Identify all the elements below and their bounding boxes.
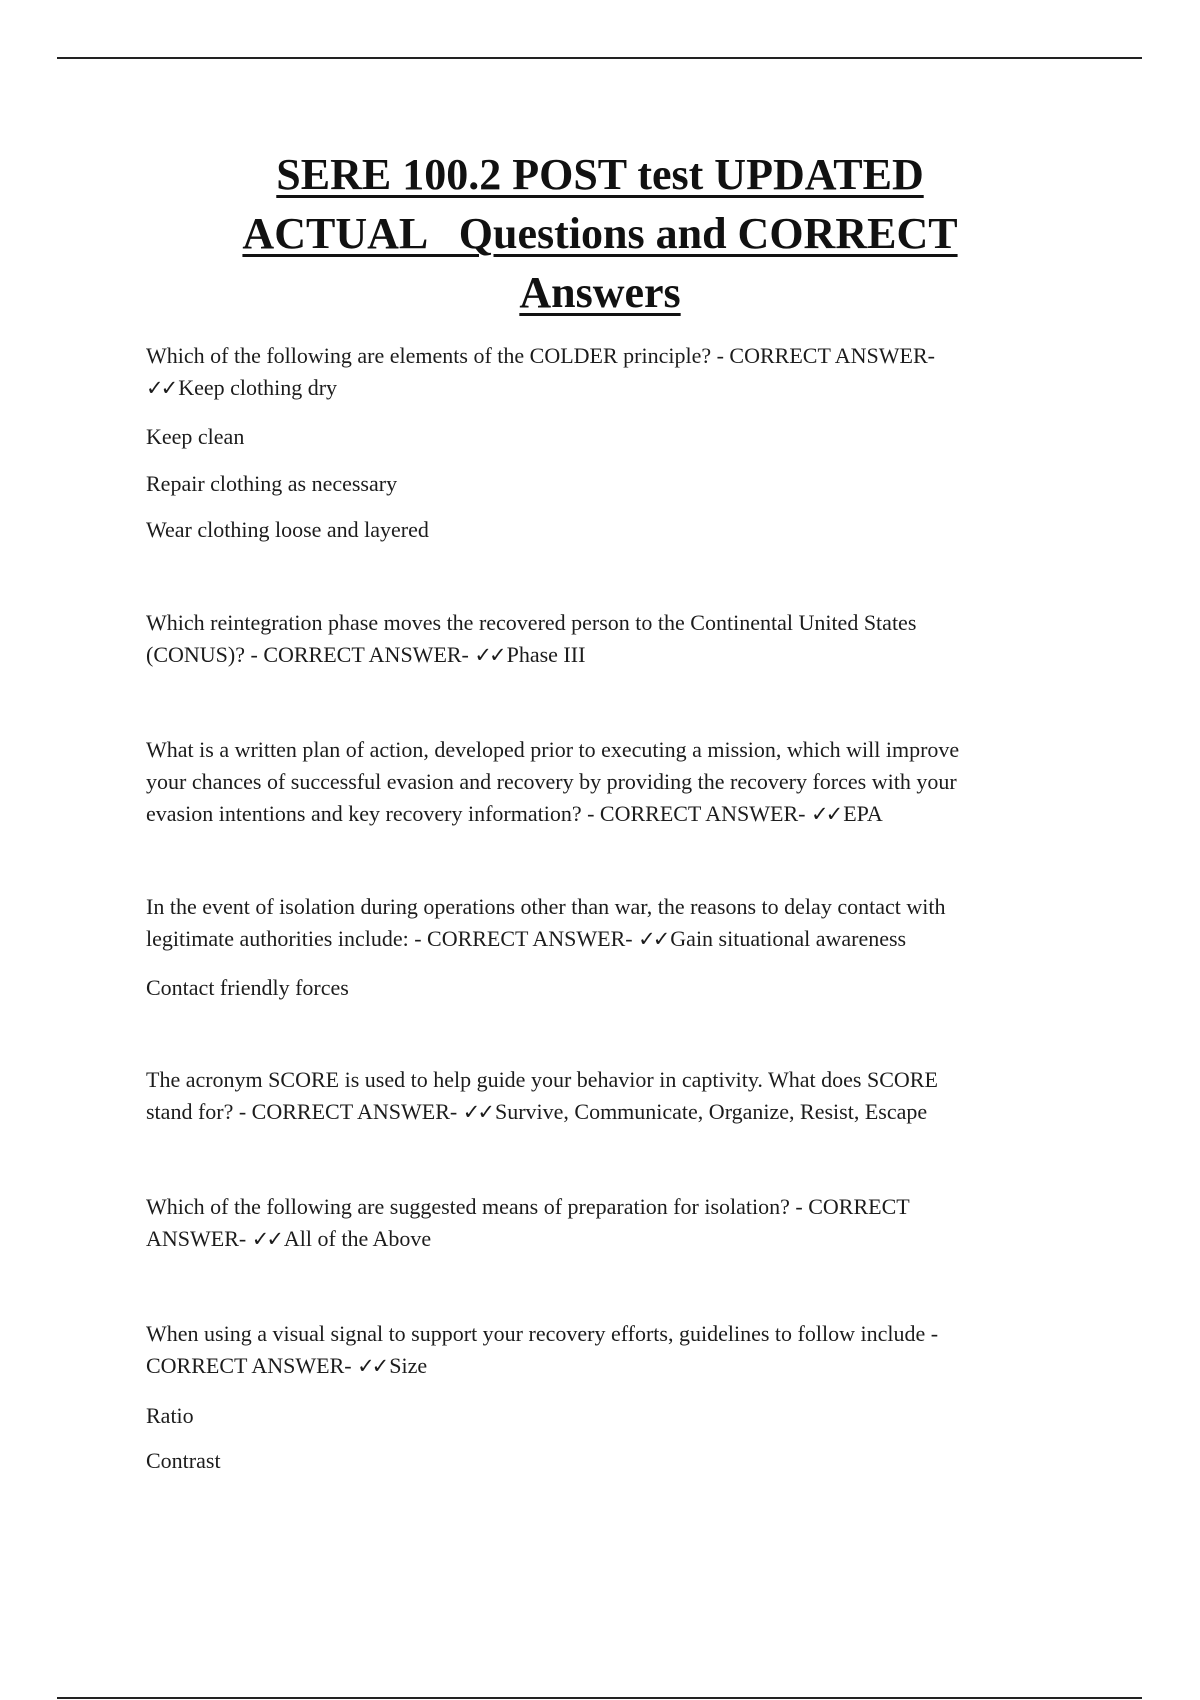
answer-text: EPA [843,801,883,826]
check-mark-icon: ✓✓ [462,1100,492,1124]
check-mark-icon: ✓✓ [357,1354,387,1378]
answer-extra: Keep clean [146,424,245,449]
answer-extra: Contrast [146,1448,221,1473]
title-line-1: SERE 100.2 POST test UPDATED [276,150,924,199]
question-text: CORRECT ANSWER- [146,1353,358,1378]
qa-item-3 [146,734,1066,830]
title-line-3: Answers [519,268,681,317]
question-text: Which of the following are elements of the COLDER principle? - CORRECT ANSWER- [146,343,935,368]
question-answer-line [146,1350,1066,1382]
question-answer-line [146,1223,1066,1255]
qa-item-2 [146,607,1066,671]
document-title [130,145,1070,322]
check-mark-icon: ✓✓ [146,376,176,400]
answer-text: Gain situational awareness [670,926,907,951]
answer-extra: Repair clothing as necessary [146,471,398,496]
answer-text: Phase III [506,642,586,667]
question-answer-line [146,639,1066,671]
answer-text: Size [389,1353,428,1378]
question-answer-line [146,1096,1066,1128]
top-rule [57,57,1142,59]
question-text: legitimate authorities include: - CORRECT ANSWER- [146,926,639,951]
answer-text: Survive, Communicate, Organize, Resist, Escape [494,1099,928,1124]
answer-text: All of the Above [283,1226,432,1251]
question-text: Which of the following are suggested means of preparation for isolation? - CORRECT [146,1194,910,1219]
question-answer-line [146,798,1066,830]
check-mark-icon: ✓✓ [251,1227,281,1251]
qa-item-7 [146,1318,1066,1382]
question-text: What is a written plan of action, developed prior to executing a mission, which will improve [146,737,960,762]
check-mark-icon: ✓✓ [638,927,668,951]
answer-extra: Ratio [146,1403,194,1428]
qa-item-4 [146,891,1066,955]
question-text: your chances of successful evasion and recovery by providing the recovery forces with your [146,769,957,794]
question-text: In the event of isolation during operations other than war, the reasons to delay contact with [146,894,946,919]
title-line-2: ACTUAL Questions and CORRECT [242,209,958,258]
question-text: The acronym SCORE is used to help guide your behavior in captivity. What does SCORE [146,1067,938,1092]
question-text: stand for? - CORRECT ANSWER- [146,1099,463,1124]
qa-item-5 [146,1064,1066,1128]
answer-text: Keep clothing dry [178,375,338,400]
question-text: ANSWER- [146,1226,252,1251]
check-mark-icon: ✓✓ [474,643,504,667]
qa-item-1 [146,340,1066,404]
question-text: Which reintegration phase moves the recovered person to the Continental United States [146,610,917,635]
question-text: (CONUS)? - CORRECT ANSWER- [146,642,475,667]
bottom-rule [57,1697,1142,1699]
question-answer-line [146,923,1066,955]
question-text: evasion intentions and key recovery information? - CORRECT ANSWER- [146,801,811,826]
question-text: When using a visual signal to support your recovery efforts, guidelines to follow include - [146,1321,939,1346]
answer-line [146,372,1066,404]
answer-extra: Wear clothing loose and layered [146,517,429,542]
qa-item-6 [146,1191,1066,1255]
answer-extra: Contact friendly forces [146,975,349,1000]
check-mark-icon: ✓✓ [810,802,841,826]
